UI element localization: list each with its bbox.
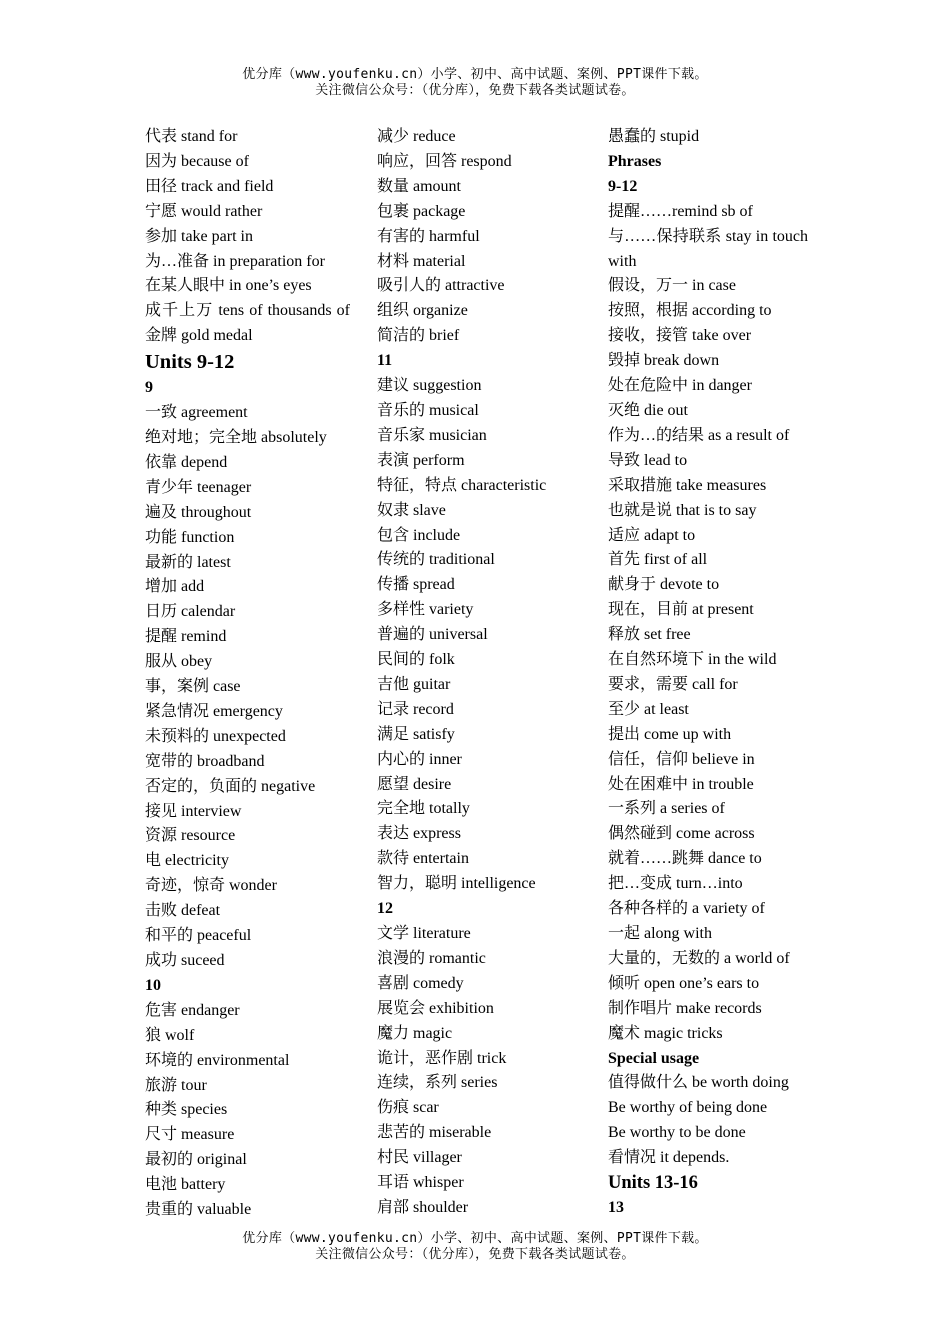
vocab-entry: 偶然碰到 come across bbox=[608, 825, 755, 843]
vocab-entry: 就着……跳舞 dance to bbox=[608, 850, 762, 868]
vocab-entry: 紧急情况 emergency bbox=[145, 702, 283, 720]
vocab-entry: 民间的 folk bbox=[377, 651, 455, 669]
section-heading: 9 bbox=[145, 379, 153, 397]
vocab-entry: 代表 stand for bbox=[145, 128, 238, 145]
vocab-entry: 普遍的 universal bbox=[377, 626, 488, 644]
vocab-entry: 愚蠢的 stupid bbox=[608, 128, 700, 145]
vocab-entry: 参加 take part in bbox=[145, 227, 253, 245]
vocab-entry: 与……保持联系 stay in touch with bbox=[608, 227, 808, 270]
vocab-entry: 提醒 remind bbox=[145, 628, 227, 646]
vocab-entry: 接收，接管 take over bbox=[608, 327, 752, 345]
vocab-entry: 导致 lead to bbox=[608, 451, 688, 469]
header-line-2: 关注微信公众号：（优分库），免费下载各类试题试卷。 bbox=[315, 83, 635, 98]
vocab-entry: 内心的 inner bbox=[377, 750, 462, 768]
vocab-entry: 特征，特点 characteristic bbox=[377, 476, 547, 494]
vocab-entry: 击败 defeat bbox=[145, 902, 221, 920]
vocab-entry: 传统的 traditional bbox=[377, 551, 495, 569]
vocab-entry: 包含 include bbox=[377, 526, 461, 544]
vocab-entry: 愿望 desire bbox=[377, 775, 452, 793]
vocab-entry: 响应，回答 respond bbox=[377, 152, 512, 170]
vocab-entry: 成功 suceed bbox=[145, 952, 225, 969]
vocab-entry: 危害 endanger bbox=[145, 1001, 240, 1019]
vocab-entry: 增加 add bbox=[145, 578, 205, 596]
vocab-entry: 在自然环境下 in the wild bbox=[608, 651, 777, 669]
vocab-column-1 bbox=[145, 125, 350, 1223]
vocab-entry: 魔术 magic tricks bbox=[608, 1024, 723, 1042]
section-heading: 13 bbox=[608, 1198, 624, 1216]
vocab-entry: 旅游 tour bbox=[145, 1076, 207, 1094]
vocab-entry: 包裹 package bbox=[377, 202, 466, 220]
vocab-entry: 数量 amount bbox=[377, 177, 461, 195]
vocab-entry: 否定的，负面的 negative bbox=[145, 777, 316, 795]
vocab-entry: 耳语 whisper bbox=[377, 1174, 464, 1192]
vocab-entry: 把…变成 turn…into bbox=[608, 875, 743, 893]
vocab-entry: 处在危险中 in danger bbox=[608, 377, 752, 395]
vocab-entry: 现在，目前 at present bbox=[608, 601, 754, 619]
vocab-entry: 青少年 teenager bbox=[145, 478, 252, 496]
section-heading: Special usage bbox=[608, 1049, 700, 1067]
vocab-entry: 事，案例 case bbox=[145, 678, 241, 696]
vocab-entry: 种类 species bbox=[145, 1101, 228, 1119]
header-line-1: 优分库（www.youfenku.cn）小学、初中、高中试题、案例、PPT课件下载。 bbox=[242, 67, 708, 82]
section-heading: Phrases bbox=[608, 152, 662, 170]
page-footer bbox=[0, 1231, 950, 1263]
vocab-entry: 表达 express bbox=[377, 825, 461, 843]
vocab-entry: 简洁的 brief bbox=[377, 327, 460, 345]
vocab-entry: 日历 calendar bbox=[145, 603, 236, 621]
vocab-entry: 奴隶 slave bbox=[377, 501, 446, 519]
vocab-entry: 资源 resource bbox=[145, 827, 236, 845]
vocab-entry: 最初的 original bbox=[145, 1151, 247, 1169]
vocab-column-3 bbox=[608, 125, 808, 1221]
vocab-entry: 一致 agreement bbox=[145, 404, 248, 422]
vocab-entry: 献身于 devote to bbox=[608, 576, 720, 594]
vocab-entry: 各种各样的 a variety of bbox=[608, 900, 765, 918]
vocab-entry: 提醒……remind sb of bbox=[608, 202, 753, 220]
vocab-entry: 肩部 shoulder bbox=[377, 1198, 469, 1216]
vocab-entry: 贵重的 valuable bbox=[145, 1201, 252, 1219]
footer-line-2: 关注微信公众号：（优分库），免费下载各类试题试卷。 bbox=[315, 1247, 635, 1262]
vocab-entry: 满足 satisfy bbox=[377, 725, 455, 743]
vocab-entry: 信任，信仰 believe in bbox=[608, 750, 755, 768]
vocab-entry: 材料 material bbox=[377, 252, 466, 270]
vocab-entry: 绝对地；完全地 absolutely bbox=[145, 428, 327, 446]
vocab-entry: 电池 battery bbox=[145, 1176, 226, 1194]
unit-heading: Units 9-12 bbox=[145, 351, 235, 374]
vocab-entry: 村民 villager bbox=[377, 1149, 462, 1167]
vocab-entry: 款待 entertain bbox=[377, 850, 469, 868]
vocab-entry: 为…准备 in preparation for bbox=[145, 252, 325, 270]
vocab-entry: 释放 set free bbox=[608, 626, 691, 644]
vocab-entry: 一起 along with bbox=[608, 925, 712, 942]
vocab-entry: 诡计，恶作剧 trick bbox=[377, 1049, 507, 1067]
section-heading: 11 bbox=[377, 352, 393, 370]
vocab-entry: 接见 interview bbox=[145, 802, 242, 820]
vocab-entry: 要求，需要 call for bbox=[608, 675, 738, 693]
vocab-entry: 传播 spread bbox=[377, 576, 455, 594]
section-heading: 12 bbox=[377, 900, 393, 918]
vocab-entry: 适应 adapt to bbox=[608, 526, 696, 544]
vocab-entry: 喜剧 comedy bbox=[377, 974, 464, 992]
vocab-entry: 值得做什么 be worth doing bbox=[608, 1074, 789, 1092]
vocab-entry: 假设，万一 in case bbox=[608, 277, 736, 295]
vocab-entry: 音乐的 musical bbox=[377, 401, 479, 419]
vocab-entry: 减少 reduce bbox=[377, 128, 456, 145]
vocab-entry: 首先 first of all bbox=[608, 551, 708, 569]
page-header bbox=[0, 67, 950, 99]
vocab-entry: 制作唱片 make records bbox=[608, 999, 762, 1017]
vocab-column-2 bbox=[377, 125, 582, 1221]
vocab-entry: 吸引人的 attractive bbox=[377, 277, 505, 295]
vocab-entry: 文学 literature bbox=[377, 925, 471, 942]
vocab-entry: 完全地 totally bbox=[377, 800, 470, 818]
vocab-entry: 有害的 harmful bbox=[377, 227, 480, 245]
vocab-entry: 魔力 magic bbox=[377, 1024, 453, 1042]
section-heading: 10 bbox=[145, 976, 161, 994]
vocab-entry: 展览会 exhibition bbox=[377, 999, 494, 1017]
vocab-entry: 作为…的结果 as a result of bbox=[608, 426, 790, 444]
vocab-entry: 尺寸 measure bbox=[145, 1126, 235, 1144]
vocab-entry: 和平的 peaceful bbox=[145, 927, 252, 945]
vocab-entry: Be worthy of being done bbox=[608, 1099, 768, 1117]
vocab-entry: 智力，聪明 intelligence bbox=[377, 875, 536, 893]
vocab-entry: 一系列 a series of bbox=[608, 800, 725, 818]
vocab-entry: 按照，根据 according to bbox=[608, 302, 772, 320]
vocab-entry: 音乐家 musician bbox=[377, 426, 487, 444]
vocab-entry: 多样性 variety bbox=[377, 601, 474, 619]
vocab-entry: 宽带的 broadband bbox=[145, 752, 265, 770]
vocab-entry: 大量的，无数的 a world of bbox=[608, 949, 790, 967]
vocab-entry: 未预料的 unexpected bbox=[145, 727, 286, 745]
vocab-entry: 采取措施 take measures bbox=[608, 476, 767, 494]
vocab-entry: 宁愿 would rather bbox=[145, 202, 263, 220]
vocab-entry: 最新的 latest bbox=[145, 553, 231, 571]
unit-heading: Units 13-16 bbox=[608, 1173, 698, 1194]
vocab-entry: 依靠 depend bbox=[145, 453, 228, 471]
vocab-entry: Be worthy to be done bbox=[608, 1124, 746, 1142]
footer-line-1: 优分库（www.youfenku.cn）小学、初中、高中试题、案例、PPT课件下载。 bbox=[242, 1231, 708, 1246]
vocab-entry: 浪漫的 romantic bbox=[377, 949, 486, 967]
vocab-entry: 奇迹，惊奇 wonder bbox=[145, 877, 277, 895]
vocab-entry: 狼 wolf bbox=[145, 1026, 195, 1044]
vocab-entry: 吉他 guitar bbox=[377, 675, 451, 693]
vocab-entry: 组织 organize bbox=[377, 302, 468, 320]
vocab-entry: 灭绝 die out bbox=[608, 401, 688, 419]
vocab-entry: 毁掉 break down bbox=[608, 352, 720, 370]
vocab-entry: 连续，系列 series bbox=[377, 1074, 498, 1092]
vocab-entry: 处在困难中 in trouble bbox=[608, 775, 754, 793]
vocab-entry: 田径 track and field bbox=[145, 177, 274, 195]
vocab-entry: 遍及 throughout bbox=[145, 503, 252, 521]
vocab-entry: 电 electricity bbox=[145, 852, 229, 870]
vocab-entry: 表演 perform bbox=[377, 451, 465, 469]
vocab-entry: 服从 obey bbox=[145, 653, 213, 671]
vocab-entry: 功能 function bbox=[145, 528, 235, 546]
vocab-entry: 至少 at least bbox=[608, 700, 689, 718]
vocab-entry: 在某人眼中 in one’s eyes bbox=[145, 277, 312, 295]
vocab-entry: 伤痕 scar bbox=[377, 1099, 439, 1117]
vocab-entry: 因为 because of bbox=[145, 152, 249, 170]
vocab-entry: 提出 come up with bbox=[608, 725, 732, 743]
vocab-entry: 环境的 environmental bbox=[145, 1051, 290, 1069]
vocab-entry: 也就是说 that is to say bbox=[608, 501, 757, 519]
vocab-entry: 记录 record bbox=[377, 700, 454, 718]
vocab-entry: 看情况 it depends. bbox=[608, 1149, 730, 1167]
section-heading: 9-12 bbox=[608, 177, 638, 195]
vocab-entry: 成千上万 tens of thousands of 金牌 gold medal bbox=[145, 302, 350, 345]
vocab-entry: 倾听 open one’s ears to bbox=[608, 974, 760, 992]
vocab-entry: 悲苦的 miserable bbox=[377, 1124, 492, 1142]
vocab-entry: 建议 suggestion bbox=[377, 377, 482, 395]
